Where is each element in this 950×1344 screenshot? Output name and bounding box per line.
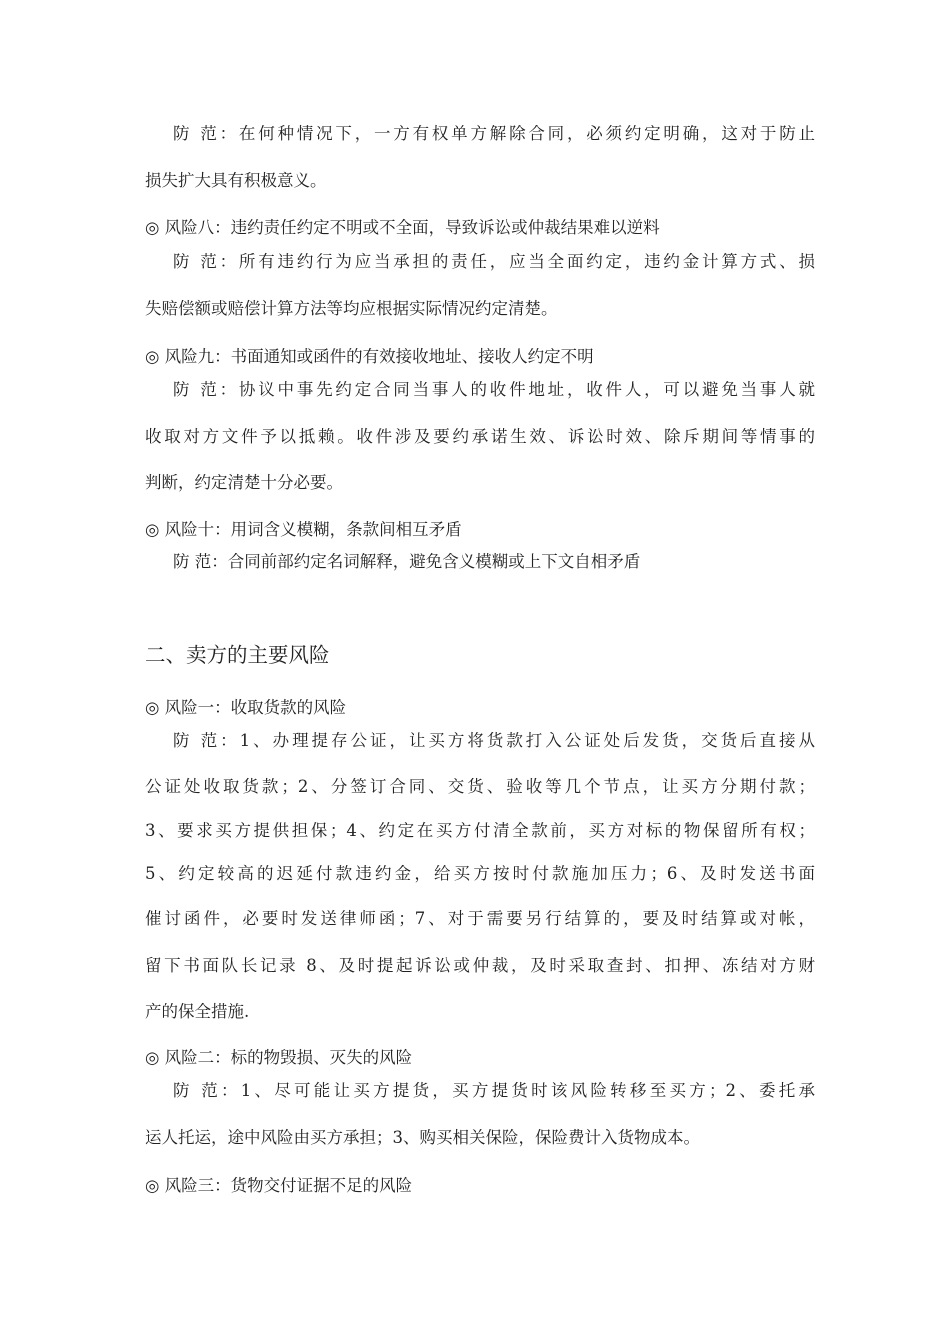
paragraph-line: 防 范：1、办理提存公证，让买方将货款打入公证处后发货，交货后直接从: [173, 731, 815, 750]
paragraph-line: 5、约定较高的迟延付款违约金，给买方按时付款施加压力；6、及时发送书面: [145, 864, 815, 883]
paragraph-line: 损失扩大具有积极意义。: [145, 171, 327, 190]
paragraph-line: 防 范：协议中事先约定合同当事人的收件地址，收件人，可以避免当事人就: [173, 380, 815, 399]
paragraph-line: 防 范：1、尽可能让买方提货，买方提货时该风险转移至买方；2、委托承: [173, 1081, 815, 1100]
paragraph-line: 防 范：合同前部约定名词解释，避免含义模糊或上下文自相矛盾: [173, 552, 641, 571]
risk-heading: ◎ 风险九：书面通知或函件的有效接收地址、接收人约定不明: [145, 347, 594, 366]
risk-heading: ◎ 风险三：货物交付证据不足的风险: [145, 1176, 413, 1195]
paragraph-line: 运人托运，途中风险由买方承担；3、购买相关保险，保险费计入货物成本。: [145, 1128, 700, 1147]
risk-heading: ◎ 风险十：用词含义模糊，条款间相互矛盾: [145, 520, 462, 539]
paragraph-line: 公证处收取货款；2、分签订合同、交货、验收等几个节点，让买方分期付款；: [145, 777, 815, 796]
paragraph-line: 3、要求买方提供担保；4、约定在买方付清全款前，买方对标的物保留所有权；: [145, 821, 815, 840]
section-heading: 二、卖方的主要风险: [145, 643, 330, 667]
paragraph-line: 判断，约定清楚十分必要。: [145, 473, 343, 492]
paragraph-line: 留下书面队长记录 8、及时提起诉讼或仲裁，及时采取查封、扣押、冻结对方财: [145, 956, 815, 975]
paragraph-line: 催讨函件，必要时发送律师函；7、对于需要另行结算的，要及时结算或对帐，: [145, 909, 815, 928]
paragraph-line: 收取对方文件予以抵赖。收件涉及要约承诺生效、诉讼时效、除斥期间等情事的: [145, 427, 815, 446]
risk-heading: ◎ 风险二：标的物毁损、灭失的风险: [145, 1048, 413, 1067]
paragraph-line: 产的保全措施.: [145, 1002, 250, 1021]
paragraph-line: 防 范：所有违约行为应当承担的责任，应当全面约定，违约金计算方式、损: [173, 252, 815, 271]
risk-heading: ◎ 风险一：收取货款的风险: [145, 698, 347, 717]
paragraph-line: 防 范：在何种情况下，一方有权单方解除合同，必须约定明确，这对于防止: [173, 124, 815, 143]
risk-heading: ◎ 风险八：违约责任约定不明或不全面，导致诉讼或仲裁结果难以逆料: [145, 218, 660, 237]
paragraph-line: 失赔偿额或赔偿计算方法等均应根据实际情况约定清楚。: [145, 299, 558, 318]
